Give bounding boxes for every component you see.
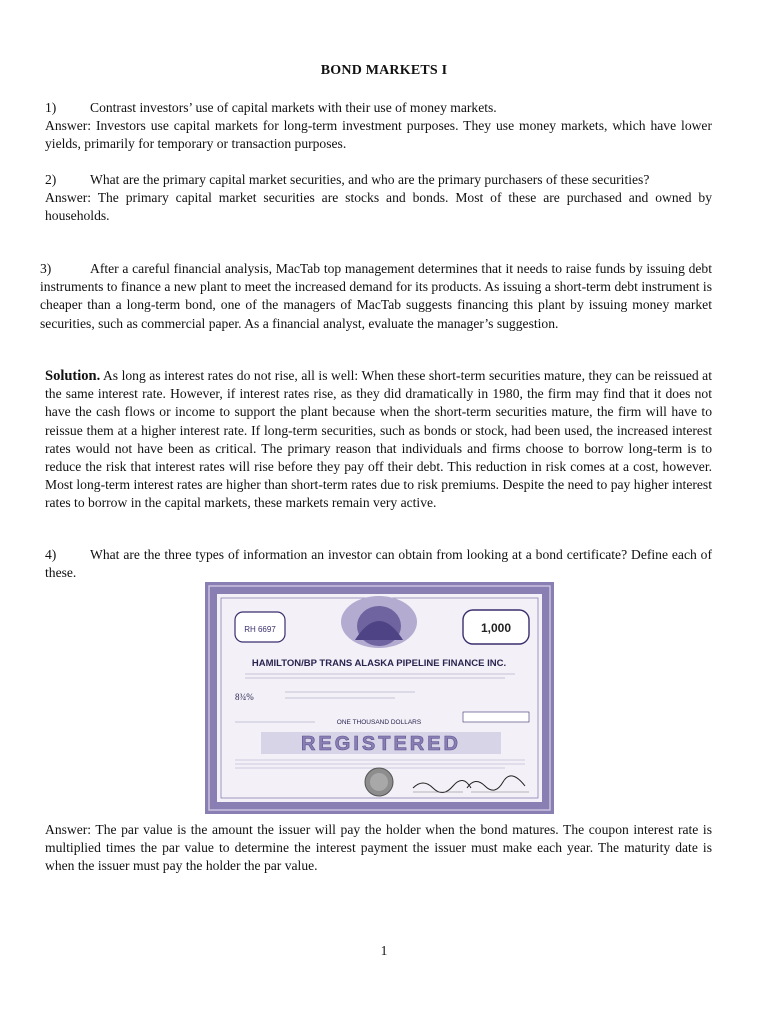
answer-4	[45, 821, 712, 876]
question-number: 2)	[45, 172, 57, 187]
question-2	[45, 171, 712, 226]
answer-text: Answer: The par value is the amount the issuer will pay the holder when the bond matures. The coupon interest rate is multiplied times the par value to determine the interest payment the issuer must make each year. The maturity date is when the issuer must pay the holder the par value.	[45, 822, 712, 874]
solution-text: As long as interest rates do not rise, all is well: When these short-term securities mature, they can be reissued at the same interest rate. However, if interest rates rise, as they did dramatically in 1980, the firm may find that it does not have the cash flows or income to support the plant because when the short-term securities mature, the firm will have to reissue them at a higher interest rate. If long-term securities, such as bonds or stock, had been used, the increased interest rates would not have been as critical. The primary reason that individuals and firms choose to borrow long-term is to reduce the risk that interest rates will rise before they pay off their debt. This reduction in risk comes at a cost, however. Most long-term interest rates are higher than short-term rates due to risk premiums. Despite the need to pay higher interest rates to borrow in the capital markets, these markets remain very active.	[45, 368, 712, 511]
coupon-rate: 8¾%	[235, 692, 254, 702]
denomination: 1,000	[480, 621, 512, 635]
solution-paragraph	[45, 367, 712, 513]
issuer-name: HAMILTON/BP TRANS ALASKA PIPELINE FINANCE INC.	[251, 658, 507, 669]
solution-label: Solution.	[45, 368, 101, 384]
serial-number: RH 6697	[244, 625, 276, 634]
question-text: After a careful financial analysis, MacTab top management determines that it needs to raise funds by issuing debt instruments to finance a new plant to meet the increased demand for its products. As issuing a short-term debt instrument is cheaper than a long-term bond, one of the managers of MacTab suggests financing this plant by issuing money market securities, such as commercial paper. As a financial analyst, evaluate the manager’s suggestion.	[40, 261, 712, 331]
question-text: What are the three types of information an investor can obtain from looking at a bond certificate? Define each of these.	[45, 547, 712, 581]
question-text: What are the primary capital market securities, and who are the primary purchasers of these securities?	[90, 172, 650, 187]
page-title: BOND MARKETS I	[320, 63, 448, 78]
amount-in-words: ONE THOUSAND DOLLARS	[336, 719, 422, 726]
question-4	[45, 546, 712, 582]
question-number: 1)	[45, 100, 57, 115]
question-number: 4)	[45, 547, 57, 562]
question-3	[40, 260, 712, 333]
answer-text: Answer: Investors use capital markets for long-term investment purposes. They use money markets, which have lower yields, primarily for temporary or transaction purposes.	[45, 118, 712, 152]
page-number: 1	[380, 943, 388, 958]
registered-stamp: REGISTERED	[300, 733, 462, 755]
question-1	[45, 99, 712, 154]
answer-text: Answer: The primary capital market securities are stocks and bonds. Most of these are purchased and owned by households.	[45, 190, 712, 224]
bond-certificate-image	[205, 582, 554, 814]
question-number: 3)	[40, 261, 52, 276]
question-text: Contrast investors’ use of capital markets with their use of money markets.	[90, 100, 497, 115]
